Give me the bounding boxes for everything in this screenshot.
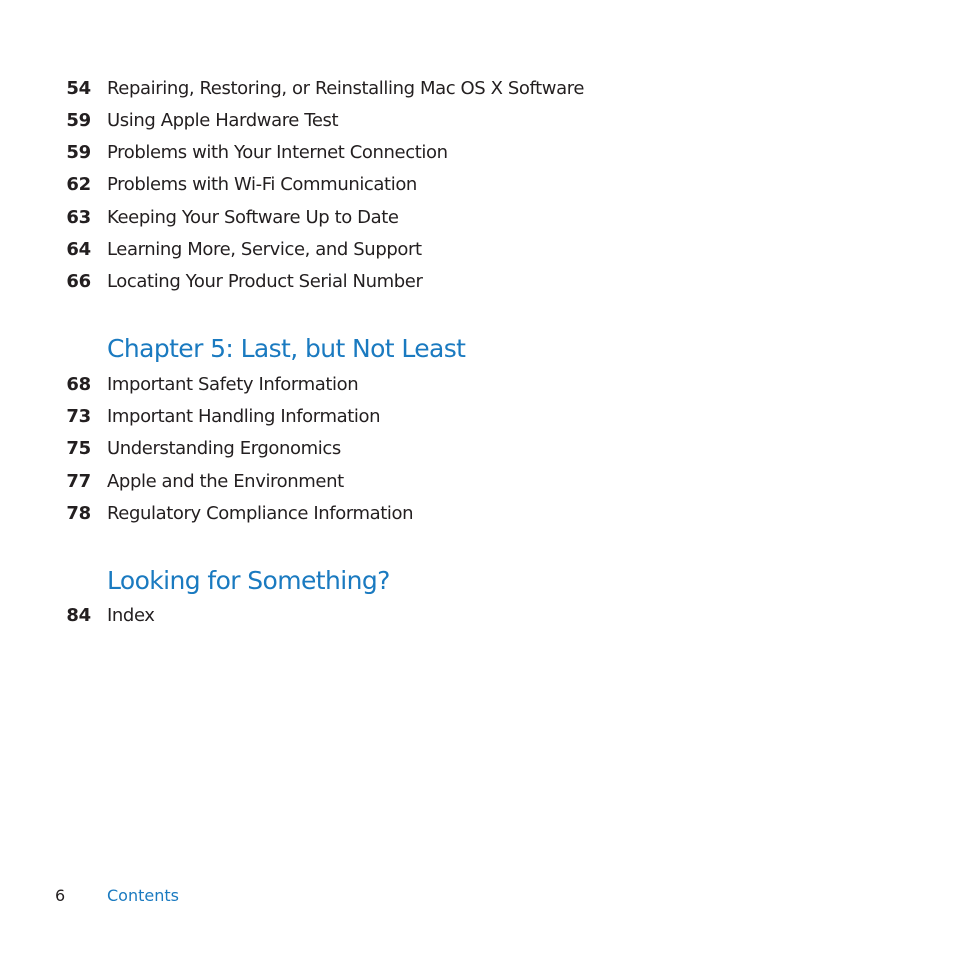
toc-entry[interactable]	[0, 403, 954, 431]
toc-entry-title: Problems with Your Internet Connection	[107, 142, 448, 163]
toc-entry[interactable]	[0, 500, 954, 528]
toc-page-number: 78	[66, 503, 91, 524]
toc-entry-title: Repairing, Restoring, or Reinstalling Mac OS X Software	[107, 78, 585, 99]
toc-page-number: 66	[66, 271, 91, 292]
toc-entry-title: Keeping Your Software Up to Date	[107, 207, 399, 228]
toc-entry-title: Important Safety Information	[107, 374, 359, 395]
footer-section-label: Contents	[107, 886, 179, 905]
toc-entry[interactable]	[0, 107, 954, 135]
toc-entry-title: Learning More, Service, and Support	[107, 239, 422, 260]
toc-page-number: 84	[66, 605, 91, 626]
toc-entry-title: Index	[107, 605, 155, 626]
toc-page-number: 77	[66, 471, 91, 492]
toc-entry-title: Locating Your Product Serial Number	[107, 271, 423, 292]
toc-entry-title: Problems with Wi-Fi Communication	[107, 174, 417, 195]
toc-entry[interactable]	[0, 139, 954, 167]
toc-entry-title: Regulatory Compliance Information	[107, 503, 414, 524]
toc-entry-title: Important Handling Information	[107, 406, 381, 427]
toc-page-number: 54	[66, 78, 91, 99]
toc-entry[interactable]	[0, 602, 954, 630]
toc-page-number: 75	[66, 438, 91, 459]
toc-entry-title: Using Apple Hardware Test	[107, 110, 339, 131]
toc-entry[interactable]	[0, 268, 954, 296]
chapter-5-heading[interactable]: Chapter 5: Last, but Not Least	[107, 334, 466, 363]
toc-entry-title: Apple and the Environment	[107, 471, 344, 492]
toc-entry-title: Understanding Ergonomics	[107, 438, 341, 459]
toc-entry[interactable]	[0, 204, 954, 232]
toc-entry[interactable]	[0, 468, 954, 496]
toc-entry[interactable]	[0, 371, 954, 399]
footer-page-number: 6	[55, 886, 66, 905]
toc-entry[interactable]	[0, 435, 954, 463]
looking-for-something-heading[interactable]: Looking for Something?	[107, 566, 390, 595]
toc-page-number: 63	[66, 207, 91, 228]
toc-page-number: 59	[66, 110, 91, 131]
toc-page-number: 73	[66, 406, 91, 427]
toc-entry[interactable]	[0, 75, 954, 103]
toc-entry[interactable]	[0, 236, 954, 264]
toc-page-number: 68	[66, 374, 91, 395]
toc-page-number: 59	[66, 142, 91, 163]
toc-entry[interactable]	[0, 171, 954, 199]
toc-page-number: 64	[66, 239, 91, 260]
toc-page-number: 62	[66, 174, 91, 195]
